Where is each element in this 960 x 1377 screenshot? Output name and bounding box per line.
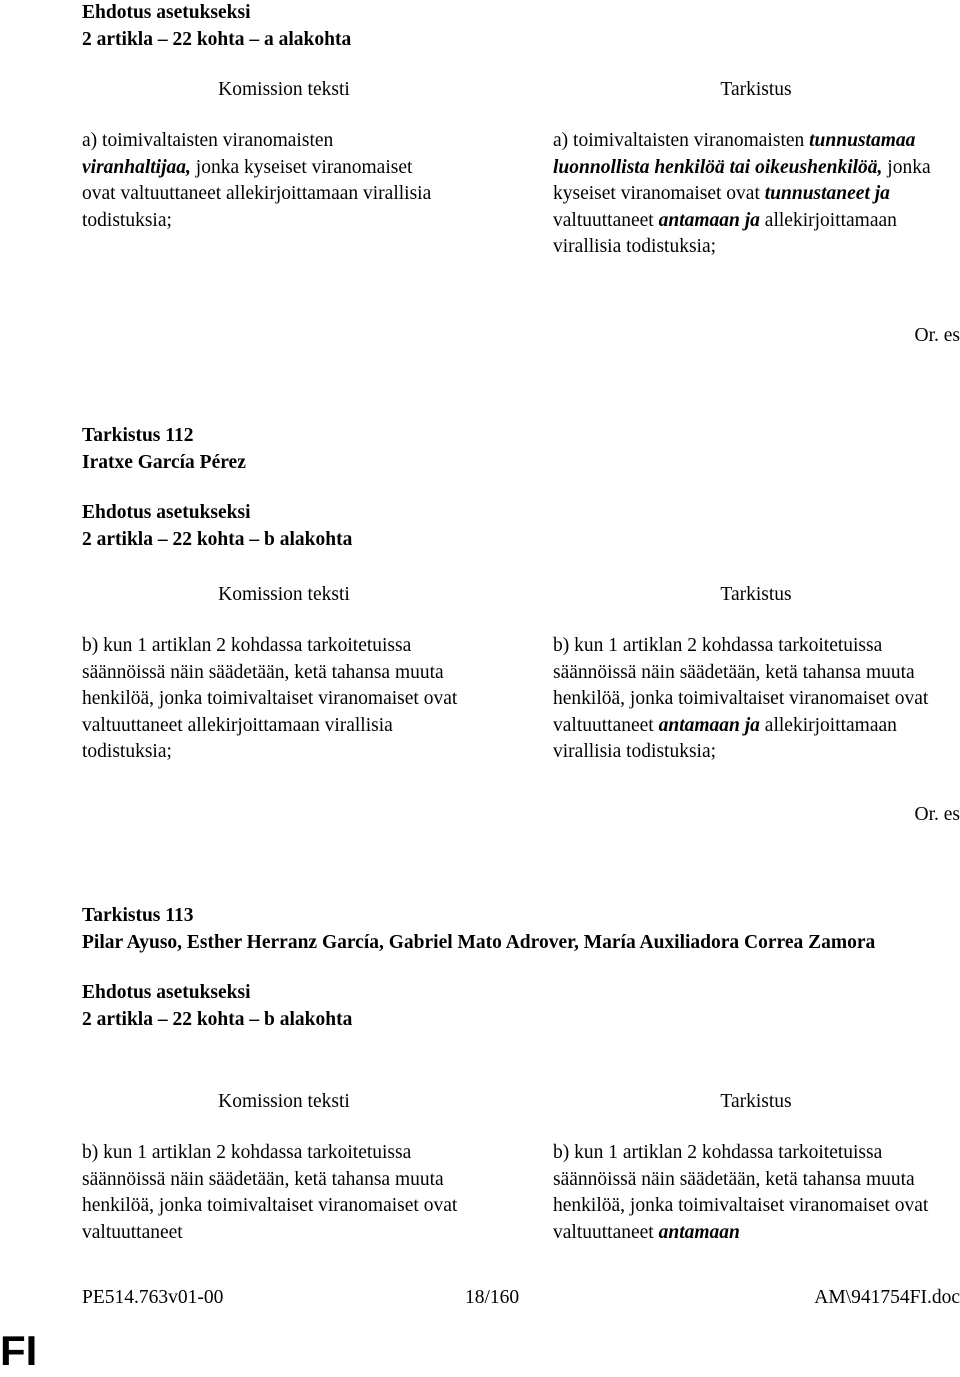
page-footer [82,1285,960,1312]
amended-text-run: antamaan ja [658,209,760,231]
text-run: jonka kyseiset viranomaiset ovat valtuuttaneet allekirjoittamaan virallisia todistuksia; [82,156,432,231]
commission-text [82,633,482,766]
text-run: a) toimivaltaisten viranomaisten [82,130,334,151]
amendment-heading: Tarkistus [720,584,792,605]
block2-header [82,423,352,553]
text-run: b) kun 1 artiklan 2 kohdassa tarkoitetuissa säännöissä näin säädetään, ketä tahansa muuta henkilöä, jonka toimivaltaiset viranomaiset ovat valtuuttaneet [82,1142,458,1243]
commission-text [82,128,434,234]
text-run: b) kun 1 artiklan 2 kohdassa tarkoitetuissa säännöissä näin säädetään, ketä tahansa muuta henkilöä, jonka toimivaltaiset viranomaiset ovat valtuuttaneet [553,1142,929,1243]
text-run: jonka kyseiset viranomaiset ovat [553,156,931,204]
amendment-text [553,633,953,766]
proposal-title: Ehdotus asetukseksi [82,502,251,523]
file-name: AM\941754FI.doc [814,1287,960,1308]
block3-header [82,903,960,1033]
commission-text-heading: Komission teksti [218,79,350,100]
amendment-authors: Iratxe García Pérez [82,451,246,473]
text-run: valtuuttaneet [553,209,659,231]
article-location: 2 artikla – 22 kohta – a alakohta [82,28,352,50]
text-run: allekirjoittamaan virallisia todistuksia; [553,714,897,762]
amendment-heading: Tarkistus [720,1091,792,1112]
proposal-title: Ehdotus asetukseksi [82,2,251,23]
text-run: allekirjoittamaan virallisia todistuksia; [553,209,897,257]
text-run: b) kun 1 artiklan 2 kohdassa tarkoitetuissa säännöissä näin säädetään, ketä tahansa muuta henkilöä, jonka toimivaltaiset viranomaiset ovat valtuuttaneet allekirjoittamaan virallisia todistuksia; [82,635,458,762]
text-run: a) toimivaltaisten viranomaisten [553,130,810,151]
block1-header [82,0,351,53]
proposal-title: Ehdotus asetukseksi [82,982,251,1003]
amendment-text [553,1140,953,1246]
original-language: Or. es [914,325,960,346]
language-code: FI [0,1327,38,1374]
original-language: Or. es [914,804,960,825]
amended-text-run: antamaan [658,1221,740,1243]
amended-text-run: tunnustamaa luonnollista henkilöä tai oikeushenkilöä, [553,130,916,178]
commission-text-heading: Komission teksti [218,1091,350,1112]
text-run: b) kun 1 artiklan 2 kohdassa tarkoitetuissa säännöissä näin säädetään, ketä tahansa muuta henkilöä, jonka toimivaltaiset viranomaiset ovat valtuuttaneet [553,635,929,736]
amendment-number: Tarkistus 112 [82,425,194,446]
amended-text-run: antamaan ja [658,714,760,736]
document-reference: PE514.763v01-00 [82,1287,224,1308]
amendment-authors: Pilar Ayuso, Esther Herranz García, Gabriel Mato Adrover, María Auxiliadora Correa Zamora [82,931,876,953]
amendment-number: Tarkistus 113 [82,905,194,926]
article-location: 2 artikla – 22 kohta – b alakohta [82,528,353,550]
article-location: 2 artikla – 22 kohta – b alakohta [82,1008,353,1030]
commission-text [82,1140,482,1246]
commission-text-heading: Komission teksti [218,584,350,605]
page-number: 18/160 [465,1287,520,1308]
amendment-text [553,128,943,261]
amended-text-run: tunnustaneet ja [764,183,890,204]
amendment-heading: Tarkistus [720,79,792,100]
amended-text-run: viranhaltijaa, [82,156,191,178]
